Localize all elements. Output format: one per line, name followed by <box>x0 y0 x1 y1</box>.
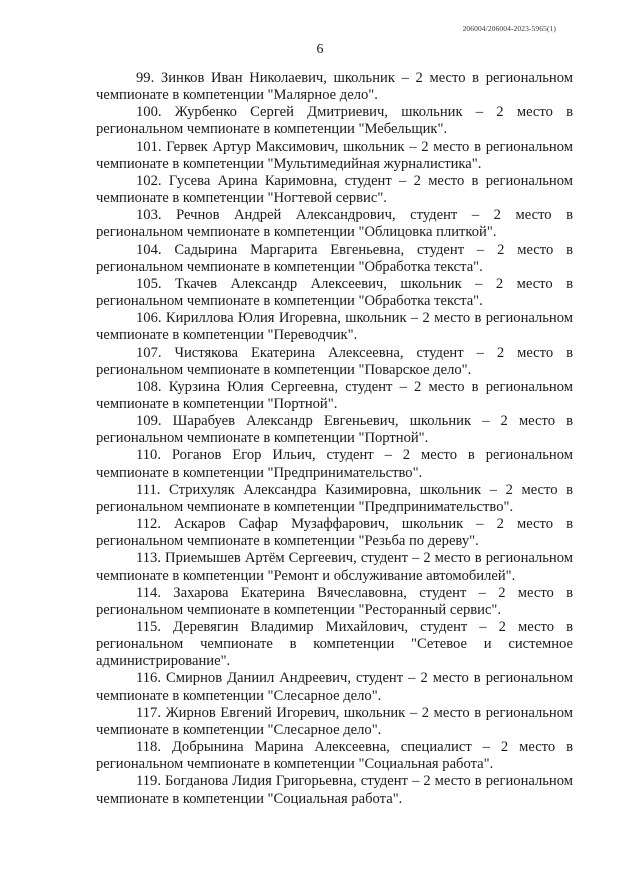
list-item: 115. Деревягин Владимир Михайлович, студент – 2 место в региональном чемпионате в компетенции "Сетевое и системное администрирование". <box>96 619 573 670</box>
list-item: 108. Курзина Юлия Сергеевна, студент – 2 место в региональном чемпионате в компетенции "Портной". <box>96 378 573 412</box>
list-item: 119. Богданова Лидия Григорьевна, студент – 2 место в региональном чемпионате в компетенции "Социальная работа". <box>96 773 573 807</box>
list-item: 111. Стрихуляк Александра Казимировна, школьник – 2 место в региональном чемпионате в компетенции "Предпринимательство". <box>96 481 573 515</box>
list-item: 104. Садырина Маргарита Евгеньевна, студент – 2 место в региональном чемпионате в компетенции "Обработка текста". <box>96 241 573 275</box>
award-list <box>96 70 573 808</box>
list-item: 118. Добрынина Марина Алексеевна, специалист – 2 место в региональном чемпионате в компетенции "Социальная работа". <box>96 739 573 773</box>
list-item: 101. Гервек Артур Максимович, школьник – 2 место в региональном чемпионате в компетенции "Мультимедийная журналистика". <box>96 138 573 172</box>
list-item: 110. Роганов Егор Ильич, студент – 2 место в региональном чемпионате в компетенции "Предпринимательство". <box>96 447 573 481</box>
document-id: 206004/206004-2023-5965(1) <box>462 24 556 33</box>
list-item: 103. Речнов Андрей Александрович, студент – 2 место в региональном чемпионате в компетенции "Облицовка плиткой". <box>96 207 573 241</box>
list-item: 107. Чистякова Екатерина Алексеевна, студент – 2 место в региональном чемпионате в компетенции "Поварское дело". <box>96 344 573 378</box>
list-item: 116. Смирнов Даниил Андреевич, студент – 2 место в региональном чемпионате в компетенции "Слесарное дело". <box>96 670 573 704</box>
list-item: 109. Шарабуев Александр Евгеньевич, школьник – 2 место в региональном чемпионате в компетенции "Портной". <box>96 413 573 447</box>
list-item: 113. Приемышев Артём Сергеевич, студент – 2 место в региональном чемпионате в компетенции "Ремонт и обслуживание автомобилей". <box>96 550 573 584</box>
list-item: 106. Кириллова Юлия Игоревна, школьник – 2 место в региональном чемпионате в компетенции "Переводчик". <box>96 310 573 344</box>
list-item: 117. Жирнов Евгений Игоревич, школьник – 2 место в региональном чемпионате в компетенции "Слесарное дело". <box>96 704 573 738</box>
list-item: 99. Зинков Иван Николаевич, школьник – 2 место в региональном чемпионате в компетенции "Малярное дело". <box>96 70 573 104</box>
list-item: 100. Журбенко Сергей Дмитриевич, школьник – 2 место в региональном чемпионате в компетенции "Мебельщик". <box>96 104 573 138</box>
list-item: 112. Аскаров Сафар Музаффарович, школьник – 2 место в региональном чемпионате в компетенции "Резьба по дереву". <box>96 516 573 550</box>
list-item: 105. Ткачев Александр Алексеевич, школьник – 2 место в региональном чемпионате в компетенции "Обработка текста". <box>96 275 573 310</box>
list-item: 102. Гусева Арина Каримовна, студент – 2 место в региональном чемпионате в компетенции "Ногтевой сервис". <box>96 172 573 207</box>
page-number: 6 <box>316 42 324 57</box>
list-item: 114. Захарова Екатерина Вячеславовна, студент – 2 место в региональном чемпионате в компетенции "Ресторанный сервис". <box>96 584 573 618</box>
